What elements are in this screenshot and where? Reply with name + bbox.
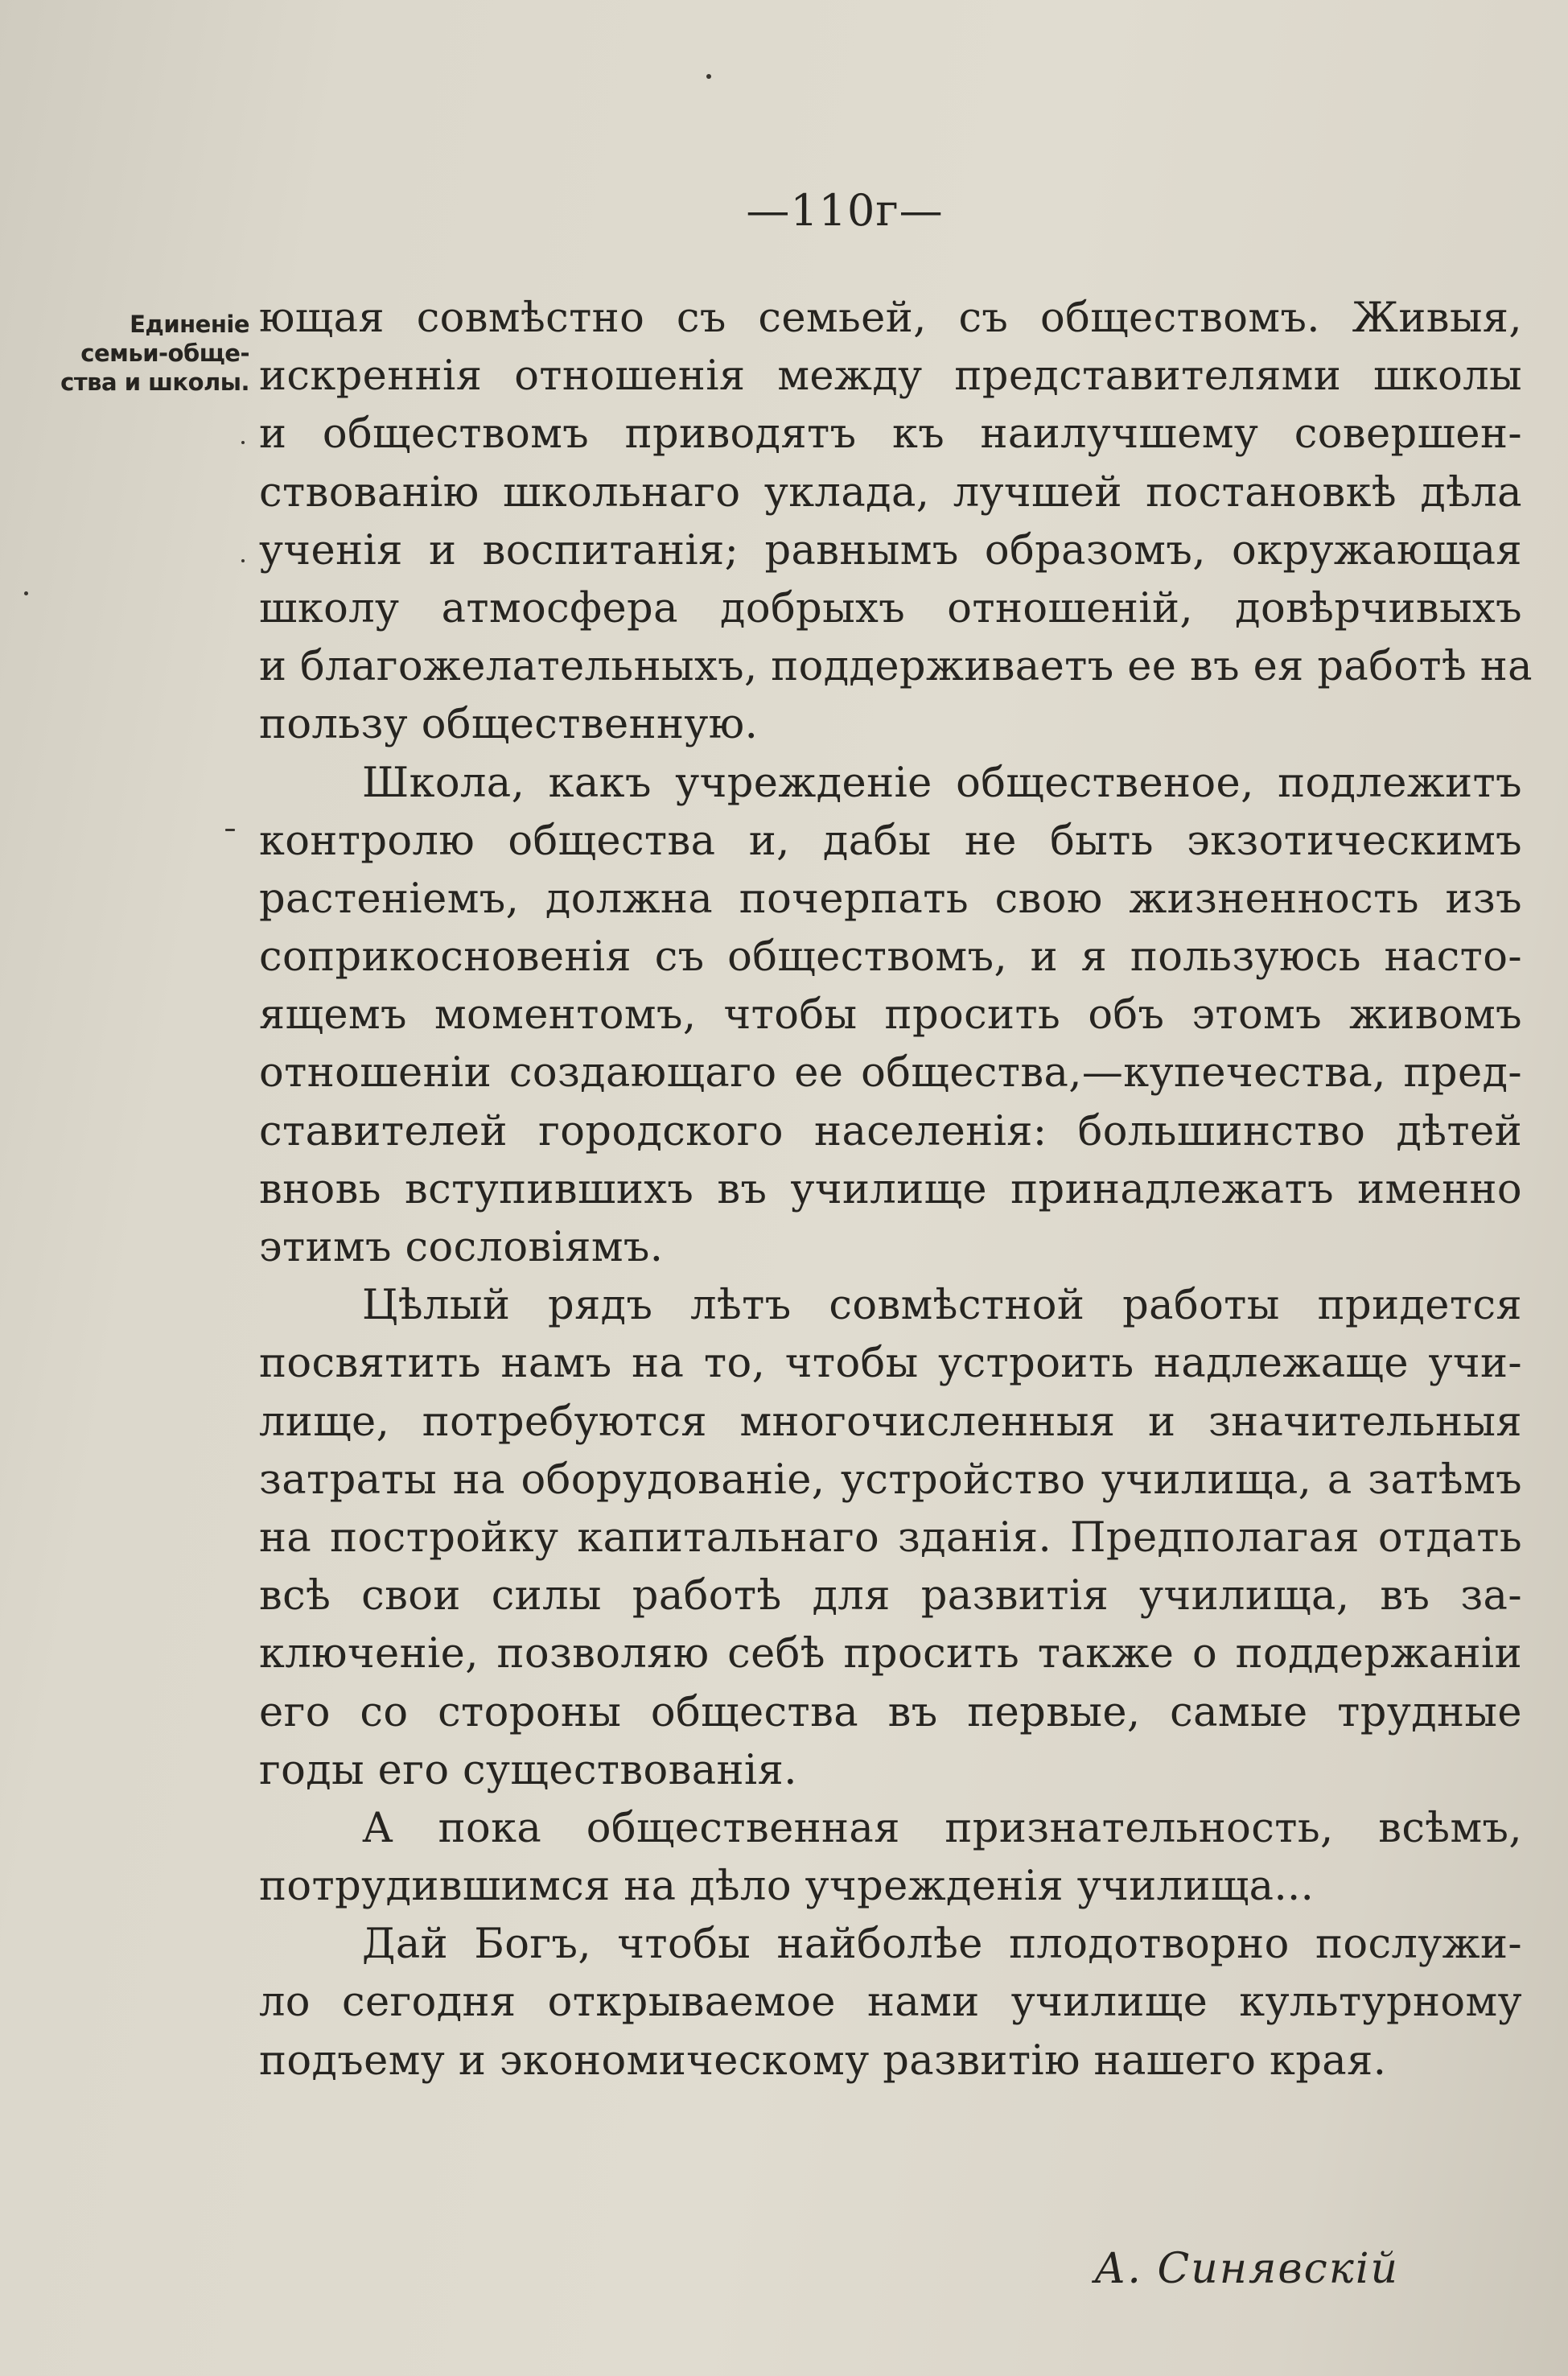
text-line: ствованію школьнаго уклада, лучшей постановкѣ дѣла: [259, 468, 1522, 517]
text-line: Цѣлый рядъ лѣтъ совмѣстной работы придется: [362, 1282, 1522, 1330]
text-line: на постройку капитальнаго зданія. Предполагая отдать: [259, 1513, 1522, 1562]
page-number: —110г—: [746, 185, 944, 236]
text-line: пользу общественную.: [259, 701, 759, 749]
paragraph: [259, 1800, 1522, 1916]
text-line: посвятить намъ на то, чтобы устроить надлежаще учи-: [259, 1340, 1522, 1388]
paper-speck: [706, 74, 711, 79]
paper-speck: [225, 829, 235, 831]
margin-note-line: ства и школы.: [60, 369, 249, 396]
text-line: этимъ сословіямъ.: [259, 1224, 664, 1271]
text-line: затраты на оборудованіе, устройство училища, а затѣмъ: [259, 1456, 1522, 1504]
text-line: соприкосновенія съ обществомъ, и я пользуюсь насто-: [259, 933, 1522, 982]
text-line: вновь вступившихъ въ училище принадлежатъ именно: [259, 1165, 1522, 1213]
text-line: лище, потребуются многочисленныя и значительныя: [259, 1398, 1522, 1446]
text-line: ло сегодня открываемое нами училище культурному: [259, 1979, 1522, 2027]
paper-speck: [241, 441, 245, 444]
text-line: ключеніе, позволяю себѣ просить также о поддержаніи: [259, 1630, 1522, 1678]
margin-note: [32, 310, 249, 397]
text-line: искреннія отношенія между представителями школы: [259, 352, 1522, 401]
paper-speck: [24, 591, 28, 595]
text-line: подъему и экономическому развитію нашего края.: [259, 2036, 1387, 2085]
text-line: А пока общественная признательность, всѣмъ,: [362, 1804, 1522, 1852]
paper-speck: [241, 559, 245, 562]
text-line: отношеніи создающаго ее общества,—купечества, пред-: [259, 1049, 1522, 1097]
margin-note-line: Единеніе: [130, 311, 249, 338]
paragraph: [259, 1916, 1522, 2090]
text-line: школу атмосфера добрыхъ отношеній, довѣрчивыхъ: [259, 584, 1522, 632]
signature: А. Синявскій: [1094, 2245, 1399, 2293]
text-line: Школа, какъ учрежденіе общественое, подлежитъ: [362, 759, 1522, 807]
body-text: [259, 290, 1533, 2090]
paragraph: [259, 755, 1522, 1278]
text-line: годы его существованія.: [259, 1746, 797, 1794]
text-line: Дай Богъ, чтобы найболѣе плодотворно послужи-: [362, 1921, 1522, 1969]
paragraph: [259, 290, 1533, 755]
margin-note-line: семьи-обще-: [80, 340, 249, 367]
text-line: ученія и воспитанія; равнымъ образомъ, окружающая: [259, 526, 1522, 574]
text-line: его со стороны общества въ первые, самые трудные: [259, 1688, 1522, 1736]
text-line: контролю общества и, дабы не быть экзотическимъ: [259, 817, 1522, 865]
paragraph: [259, 1277, 1522, 1800]
text-line: потрудившимся на дѣло учрежденія училища...: [259, 1863, 1315, 1911]
text-line: всѣ свои силы работѣ для развитія училища, въ за-: [259, 1572, 1522, 1620]
text-line: ющая совмѣстно съ семьей, съ обществомъ. Живыя,: [259, 294, 1522, 342]
text-line: и благожелательныхъ, поддерживаетъ ее въ ея работѣ на: [259, 643, 1533, 691]
text-line: ставителей городского населенія: большинство дѣтей: [259, 1107, 1522, 1155]
text-line: и обществомъ приводятъ къ наилучшему совершен-: [259, 410, 1522, 459]
text-line: ящемъ моментомъ, чтобы просить объ этомъ живомъ: [259, 991, 1522, 1040]
text-line: растеніемъ, должна почерпать свою жизненность изъ: [259, 875, 1522, 923]
